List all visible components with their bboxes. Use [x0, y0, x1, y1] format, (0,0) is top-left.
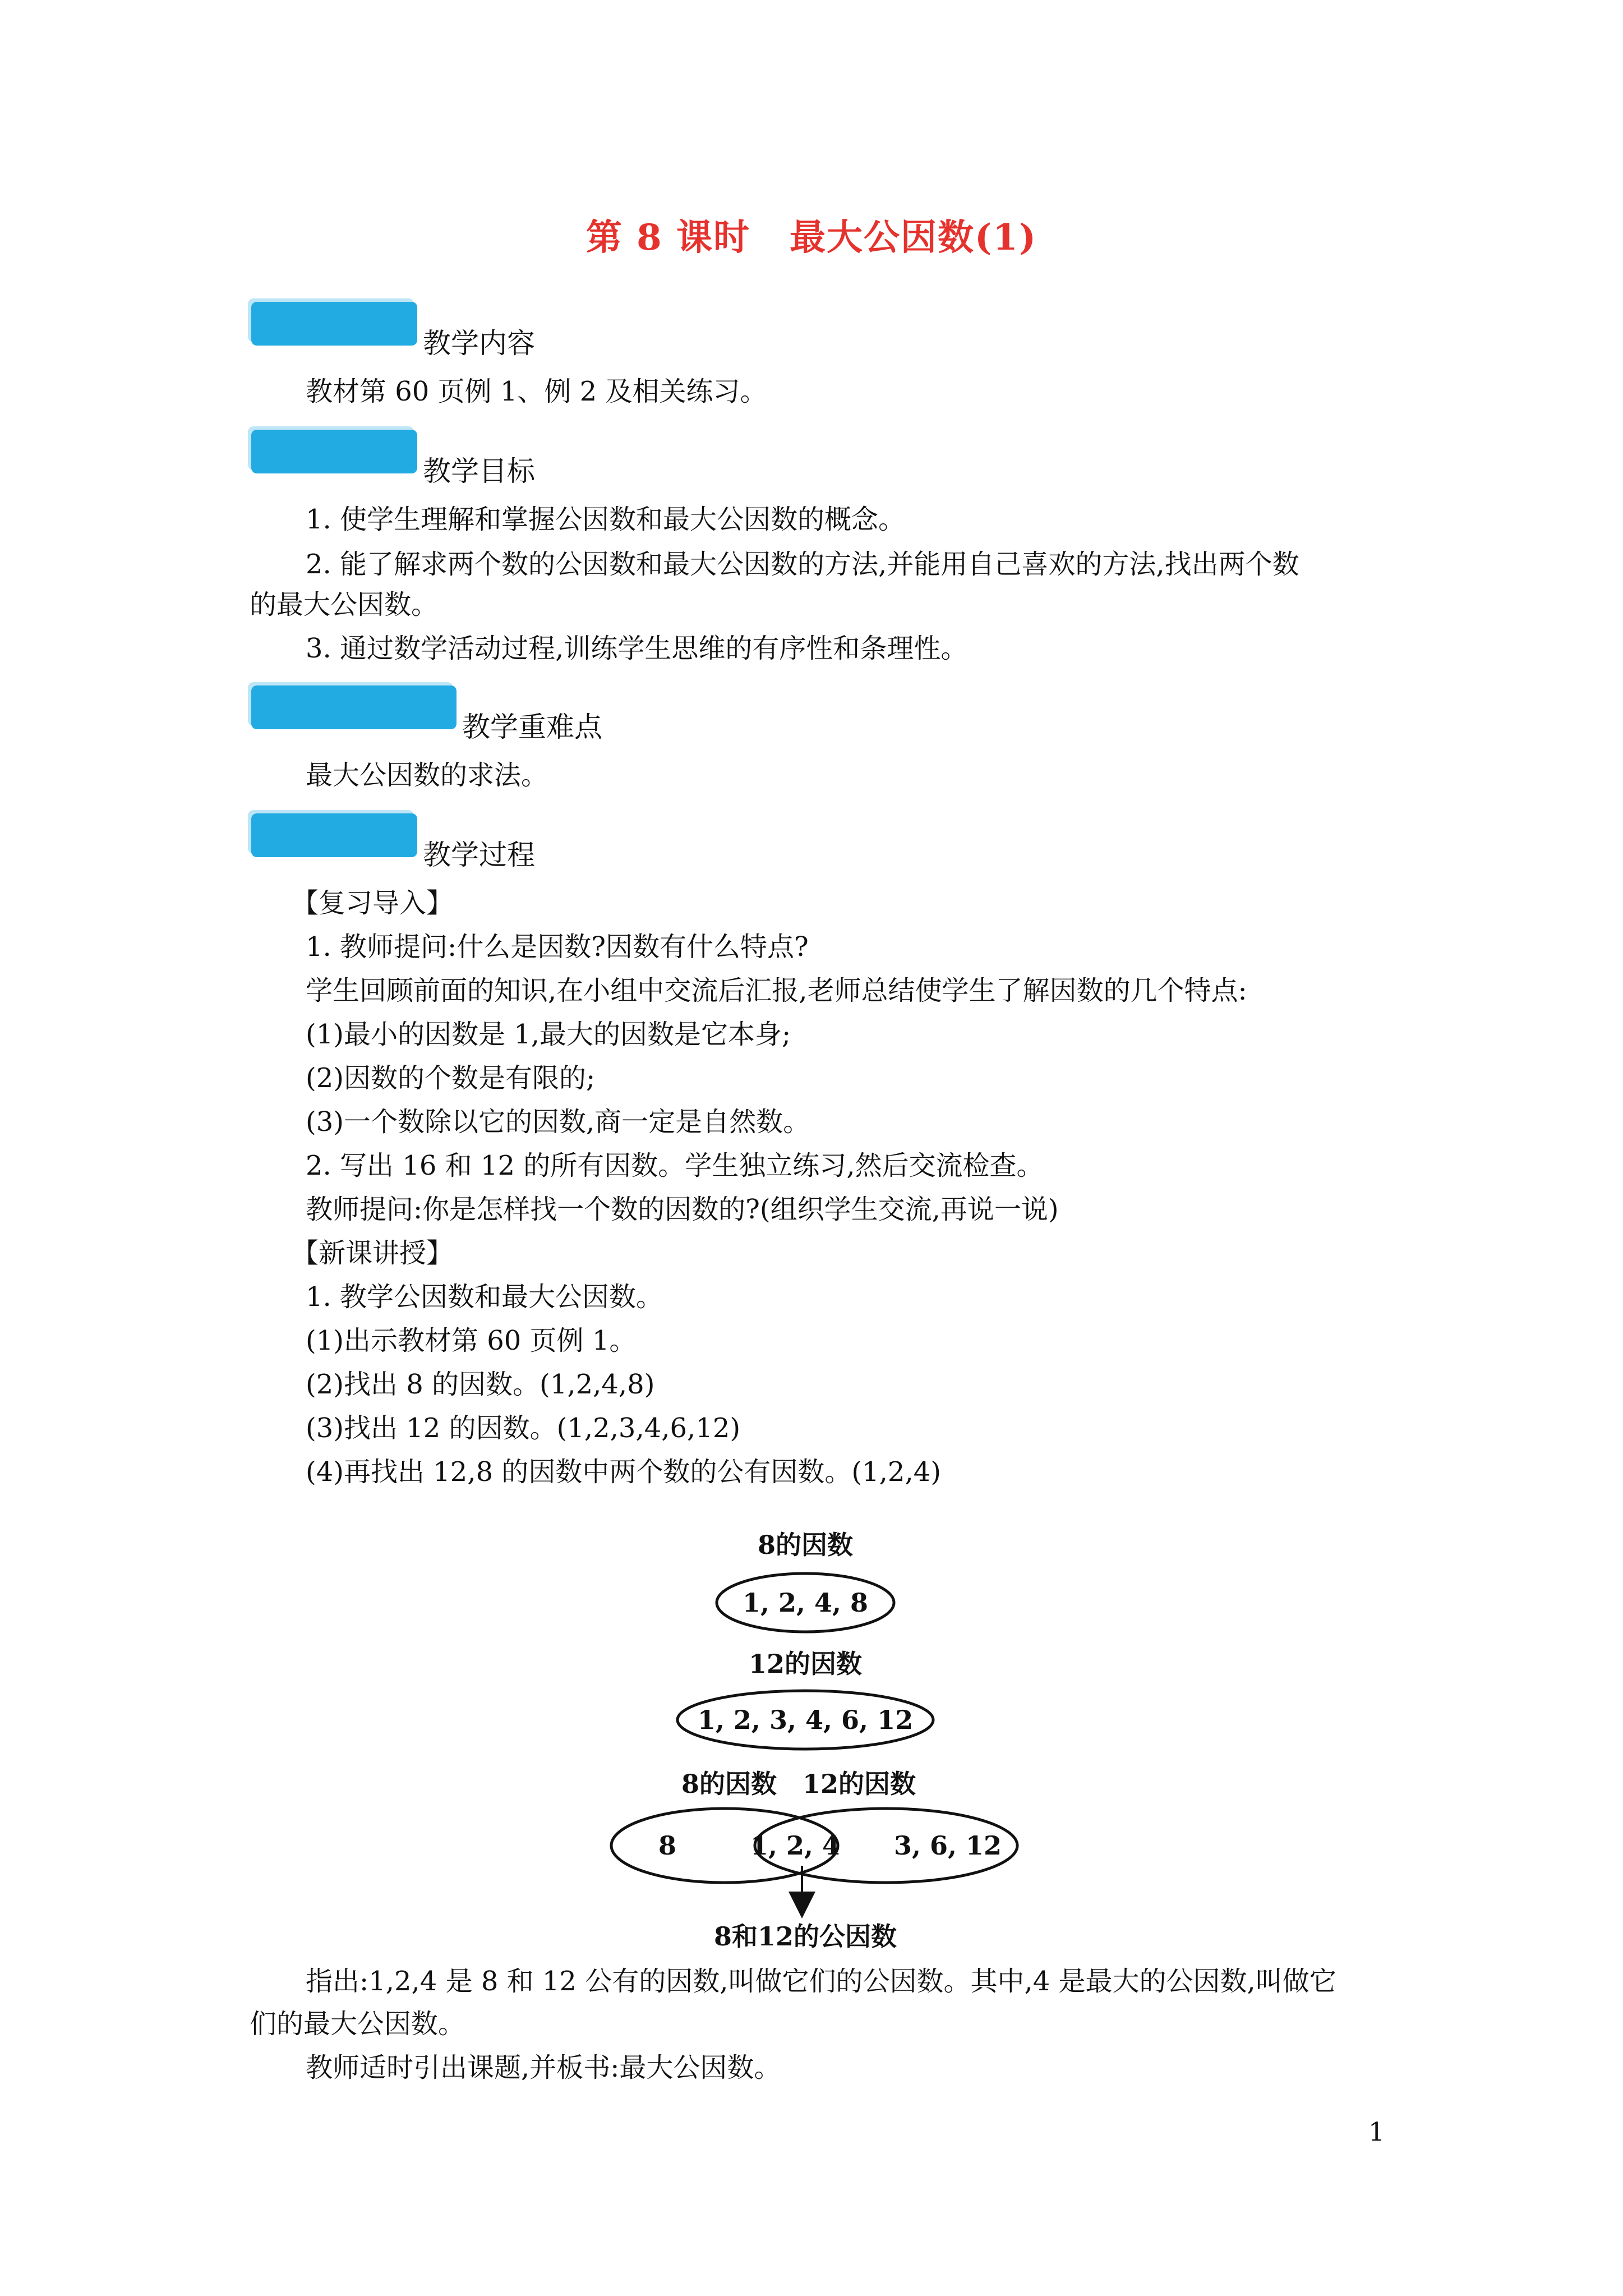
explanation-line: 们的最大公因数。: [250, 2008, 465, 2040]
section-bar: [251, 685, 457, 729]
venn-set8-ellipse: [611, 1809, 841, 1883]
keypoint-line: 最大公因数的求法。: [306, 760, 548, 791]
explanation-line: 指出:1,2,4 是 8 和 12 公有的因数,叫做它们的公因数。其中,4 是最大的公因数,叫做它: [306, 1966, 1336, 1997]
set12-values: 1, 2, 3, 4, 6, 12: [697, 1705, 914, 1735]
process-line: (3)找出 12 的因数。(1,2,3,4,6,12): [306, 1412, 741, 1444]
process-line: 学生回顾前面的知识,在小组中交流后汇报,老师总结使学生了解因数的几个特点:: [306, 975, 1247, 1006]
process-line: (4)再找出 12,8 的因数中两个数的公有因数。(1,2,4): [306, 1456, 941, 1488]
lesson-topic: 最大公因数(1): [790, 217, 1038, 259]
set8-label: 8的因数: [757, 1530, 854, 1560]
section-label: 教学内容: [423, 327, 535, 360]
process-line: (1)最小的因数是 1,最大的因数是它本身;: [306, 1019, 791, 1050]
set12-label: 12的因数: [748, 1649, 863, 1679]
process-line: (2)找出 8 的因数。(1,2,4,8): [306, 1369, 655, 1400]
section-label: 教学重难点: [462, 711, 602, 743]
goal-line: 3. 通过数学活动过程,训练学生思维的有序性和条理性。: [306, 633, 968, 664]
section-bar: [251, 430, 417, 473]
page-title: [0, 209, 1623, 260]
goal-line: 1. 使学生理解和掌握公因数和最大公因数的概念。: [306, 504, 906, 535]
section-bar: [251, 813, 417, 857]
goal-line: 的最大公因数。: [250, 589, 439, 620]
set8-values: 1, 2, 4, 8: [742, 1588, 869, 1618]
page-number: 1: [1368, 2116, 1385, 2147]
venn-label-right: 12的因数: [802, 1769, 916, 1799]
process-line: 2. 写出 16 和 12 的所有因数。学生独立练习,然后交流检查。: [306, 1150, 1044, 1181]
set12-ellipse: [677, 1691, 933, 1749]
venn-right-only: 3, 6, 12: [893, 1830, 1002, 1861]
process-line: (3)一个数除以它的因数,商一定是自然数。: [306, 1106, 810, 1138]
venn-left-only: 8: [658, 1830, 677, 1861]
goal-line: 2. 能了解求两个数的公因数和最大公因数的方法,并能用自己喜欢的方法,找出两个数: [306, 549, 1299, 580]
venn-common: 1, 2, 4: [750, 1830, 841, 1861]
process-line: 1. 教师提问:什么是因数?因数有什么特点?: [306, 931, 809, 963]
set8-ellipse: [717, 1573, 894, 1632]
process-heading: 【复习导入】: [292, 887, 454, 919]
process-heading: 【新课讲授】: [292, 1237, 454, 1269]
venn-caption: 8和12的公因数: [713, 1921, 897, 1952]
lesson-number: 第 8 课时: [585, 217, 750, 259]
venn-set12-ellipse: [755, 1809, 1017, 1883]
process-line: (1)出示教材第 60 页例 1。: [306, 1325, 637, 1356]
process-line: (2)因数的个数是有限的;: [306, 1062, 596, 1094]
section-label: 教学过程: [423, 839, 535, 871]
process-line: 1. 教学公因数和最大公因数。: [306, 1281, 663, 1313]
explanation-line: 教师适时引出课题,并板书:最大公因数。: [306, 2052, 781, 2083]
content-line: 教材第 60 页例 1、例 2 及相关练习。: [306, 376, 767, 407]
section-label: 教学目标: [423, 455, 535, 487]
venn-label-left: 8的因数: [681, 1769, 777, 1799]
process-line: 教师提问:你是怎样找一个数的因数的?(组织学生交流,再说一说): [306, 1194, 1059, 1225]
section-bar: [251, 302, 417, 346]
